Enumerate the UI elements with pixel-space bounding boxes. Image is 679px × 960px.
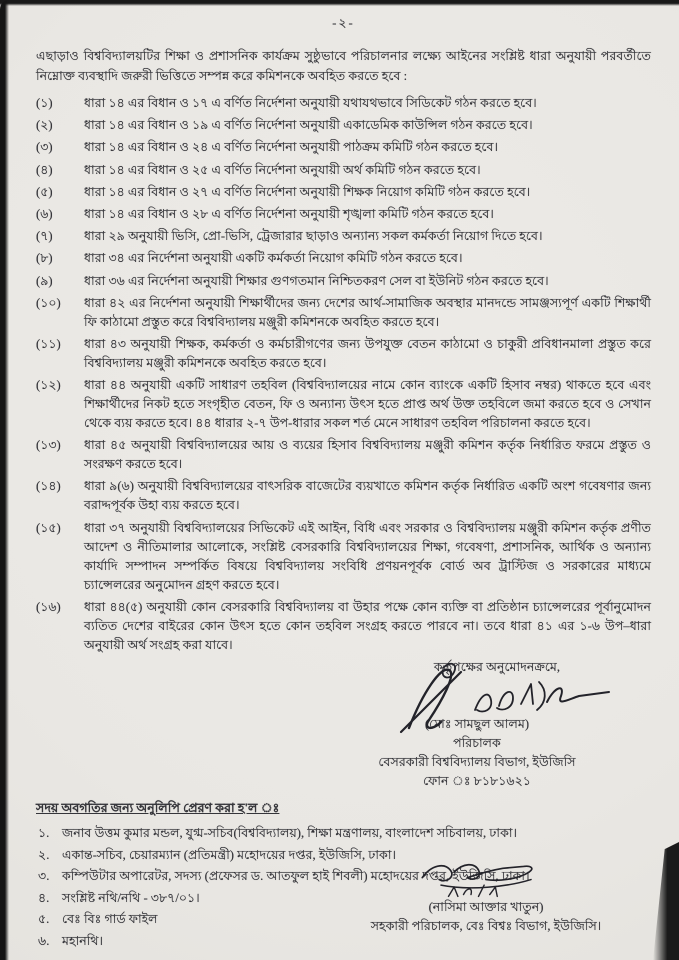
directive-item <box>36 436 651 474</box>
item-number: (১৬) <box>36 599 61 614</box>
assistant-signature <box>411 858 561 902</box>
directive-list <box>36 94 651 655</box>
item-number: (১২) <box>36 378 61 393</box>
item-number: (১) <box>36 96 53 110</box>
item-text: ধারা ৪৪(৫) অনুযায়ী কোন বেসরকারি বিশ্ববিদ্যালয় বা উহার পক্ষে কোন ব্যক্তি বা প্রতিষ্ঠান চ্যান্সেলরের পূর্বানুমোদন ব্যতিত দেশের বাইরের কোন উৎস হতে কোন তহবিল সংগ্রহ করতে পারবে না। তবে ধারা ৪১ এর ১-৬ উপ–ধারা অনুযায়ী অর্থ সংগ্রহ করা যাবে। <box>84 599 651 652</box>
item-text: ধারা ২৯ অনুযায়ী ভিসি, প্রো-ভিসি, ট্রেজারার ছাড়াও অন্যান্য সকল কর্মকর্তা নিয়োগ দিতে হবে। <box>84 229 543 244</box>
item-text: ধারা ১৪ এর বিধান ও ১৭ এ বর্ণিত নির্দেশনা অনুযায়ী যথাযথভাবে সিডিকেট গঠন করতে হবে। <box>84 96 537 110</box>
directive-item <box>36 138 651 157</box>
directive-item <box>36 294 651 332</box>
director-title: পরিচালক <box>453 736 501 750</box>
signature-date-scrawl <box>449 887 458 896</box>
director-name: (মোঃ সামছুল আলম) <box>424 717 530 731</box>
copy-text: জনাব উত্তম কুমার মন্ডল, যুগ্ম-সচিব(বিশ্ববিদ্যালয়), শিক্ষা মন্ত্রণালয়, বাংলাদেশ সচিবালয়, ঢাকা। <box>62 826 518 840</box>
document-body <box>36 14 651 954</box>
directive-item <box>36 161 651 180</box>
copies-header: সদয় অবগতির জন্য অনুলিপি প্রেরণ করা হ'ল ঃ <box>36 801 280 815</box>
copy-item <box>36 824 651 843</box>
directive-item <box>36 519 651 595</box>
item-text: ধারা ১৪ এর বিধান ও ১৯ এ বর্ণিত নির্দেশনা অনুযায়ী একাডেমিক কাউন্সিল গঠন করতে হবে। <box>84 118 533 133</box>
item-text: ধারা ৯(৬) অনুযায়ী বিশ্ববিদ্যালয়ের বাৎসরিক বাজেটের ব্যয়খাতে কমিশন কর্তৃক নির্ধারিত একটি অংশ গবেষণার জন্য বরাদ্দপূর্বক উহা ব্যয় করতে হবে। <box>84 479 651 513</box>
item-number: (২) <box>36 118 53 133</box>
item-text: ধারা ৪৩ অনুযায়ী শিক্ষক, কর্মকর্তা ও কর্মচারীগণের জন্য উপযুক্ত বেতন কাঠামো ও চাকুরী প্রবিধানমালা প্রস্তুত করে বিশ্ববিদ্যালয় মঞ্জুরী কমিশনকে অবহিত করতে হবে। <box>84 336 651 370</box>
assistant-title: সহকারী পরিচালক, বেঃ বিশ্বঃ বিভাগ, ইউজিসি। <box>370 919 602 933</box>
item-number: (৪) <box>36 162 53 177</box>
assistant-name: (নাসিমা আক্তার খাতুন) <box>428 900 544 914</box>
item-text: ধারা ১৪ এর বিধান ও ২৪ এ বর্ণিত নির্দেশনা অনুযায়ী পাঠক্রম কমিটি গঠন করতে হবে। <box>84 140 498 155</box>
item-text: ধারা ৩৬ এর নির্দেশনা অনুযায়ী শিক্ষার গুণগতমান নিশ্চিতকরণ সেল বা ইউনিট গঠন করতে হবে। <box>84 273 549 288</box>
item-text: ধারা ৩৪ এর নির্দেশনা অনুযায়ী একটি কর্মকর্তা নিয়োগ কমিটি গঠন করতে হবে। <box>84 251 463 266</box>
signature-date-scrawl <box>475 695 491 712</box>
directive-item <box>36 183 651 202</box>
item-text: ধারা ১৪ এর বিধান ও ২৫ এ বর্ণিত নির্দেশনা অনুযায়ী অর্থ কমিটি গঠন করতে হবে। <box>84 162 481 177</box>
copy-number: ২. <box>38 847 50 862</box>
director-signature <box>379 658 615 734</box>
director-phone: ফোন ঃ ৮১৮১৬২১ <box>423 774 531 788</box>
directive-item <box>36 376 651 433</box>
copy-text: একান্ত-সচিব, চেয়ারম্যান (প্রতিমন্ত্রী) মহোদয়ের দপ্তর, ইউজিসি, ঢাকা। <box>62 847 397 862</box>
item-text: ধারা ৪৪ অনুযায়ী একটি সাধারণ তহবিল (বিশ্ববিদ্যালয়ের নামে কোন ব্যাংকে একটি হিসাব নম্বর) থাকতে হবে এবং শিক্ষার্থীদের নিকট হতে সংগৃহীত বেতন, ফি ও অন্যান্য উৎস হতে প্রাপ্ত অর্থ উক্ত তহবিলে জমা করতে হবে ও সেখান থেকে ব্যয় করতে হবে। ৪৪ ধারার ২-৭ উপ-ধারার সকল শর্ত মেনে সাধারণ তহবিল পরিচালনা করতে হবে। <box>84 378 651 431</box>
directive-item <box>36 227 651 246</box>
copy-number: ৫. <box>38 912 50 927</box>
item-number: (৫) <box>36 184 53 199</box>
directive-item <box>36 272 651 291</box>
copy-number: ১. <box>38 826 50 840</box>
copy-text: মহানথি। <box>62 933 104 948</box>
item-number: (১৪) <box>36 479 61 494</box>
directive-item <box>36 598 651 655</box>
copy-text: কম্পিউটার অপারেটর, সদস্য (প্রফেসর ড. আতফুল হাই শিবলী) মহোদয়ের দপ্তর, ইউজিসি, ঢাকা। <box>62 869 530 884</box>
directive-item <box>36 205 651 224</box>
scan-edge-top <box>0 0 679 6</box>
directive-item <box>36 335 651 373</box>
item-number: (৯) <box>36 273 53 288</box>
copy-text: সংশ্লিষ্ট নথি/নথি - ৩৮৭/০১। <box>62 890 200 905</box>
item-text: ধারা ৩৭ অনুযায়ী বিশ্ববিদ্যালয়ের সিভিকেট এই আইন, বিধি এবং সরকার ও বিশ্ববিদ্যালয় মঞ্জুরী কমিশন কর্তৃক প্রণীত আদেশ ও নীতিমালার আলোকে, সংশ্লিষ্ট বেসরকারি বিশ্ববিদ্যালয়ের শিক্ষা, গবেষণা, প্রশাসনিক, আর্থিক ও অন্যান্য কার্যাদি সম্পাদন সম্পর্কিত বিষয়ে বিশ্ববিদ্যালয় সংবিধি প্রণয়নপূর্বক বোর্ড অব ট্রাস্টিজ ও সরকারের মাধ্যমে চ্যান্সেলরের অনুমোদন গ্রহণ করতে হবে। <box>84 520 651 592</box>
item-text: ধারা ১৪ এর বিধান ও ২৮ এ বর্ণিত নির্দেশনা অনুযায়ী শৃঙ্খলা কমিটি গঠন করতে হবে। <box>84 206 494 221</box>
copy-text: বেঃ বিঃ গার্ড ফাইল <box>62 912 158 927</box>
item-text: ধারা ৪২ এর নির্দেশনা অনুযায়ী শিক্ষার্থীদের জন্য দেশের আর্থ-সামাজিক অবস্থার মানদন্ডে সামঞ্জস্যপূর্ণ একটি শিক্ষার্থী ফি কাঠামো প্রস্তুত করে বিশ্ববিদ্যালয় মঞ্জুরী কমিশনকে অবহিত করতে হবে। <box>84 295 651 329</box>
copy-number: ৪. <box>38 890 50 905</box>
item-number: (১৩) <box>36 438 61 453</box>
copy-number: ৬. <box>38 933 50 948</box>
assistant-director-block <box>336 858 636 936</box>
item-number: (৮) <box>36 251 53 266</box>
directive-item <box>36 249 651 268</box>
scan-edge-left <box>0 0 9 960</box>
item-text: ধারা ৪৫ অনুযায়ী বিশ্ববিদ্যালয়ের আয় ও ব্যয়ের হিসাব বিশ্ববিদ্যালয় মঞ্জুরী কমিশন কর্তৃক নির্ধারিত ফরমে প্রস্তুত ও সংরক্ষণ করতে হবে। <box>84 438 651 472</box>
scan-edge-bottom-right <box>653 842 679 960</box>
item-number: (১১) <box>36 336 61 351</box>
copy-number: ৩. <box>38 869 50 884</box>
approval-block <box>327 658 627 791</box>
item-number: (১০) <box>36 295 61 310</box>
directive-item <box>36 477 651 515</box>
directive-item <box>36 116 651 135</box>
intro-paragraph: এছাড়াও বিশ্ববিদ্যালয়টির শিক্ষা ও প্রশাসনিক কার্যক্রম সুষ্ঠুভাবে পরিচালনার লক্ষ্যে আইনের সংশ্লিষ্ট ধারা অনুযায়ী পরবর্তীতে নিম্নোক্ত ব্যবস্থাদি জরুরী ভিত্তিতে সম্পন্ন করে কমিশনকে অবহিত করতে হবে : <box>36 49 651 83</box>
item-number: (৭) <box>36 229 53 244</box>
page-number: -২- <box>332 16 355 30</box>
item-number: (৩) <box>36 140 53 155</box>
item-number: (১৫) <box>36 520 61 535</box>
item-number: (৬) <box>36 206 53 221</box>
item-text: ধারা ১৪ এর বিধান ও ২৭ এ বর্ণিত নির্দেশনা অনুযায়ী শিক্ষক নিয়োগ কমিটি গঠন করতে হবে। <box>84 184 531 199</box>
approval-note: কর্তৃপক্ষের অনুমোদনক্রমে, <box>433 660 561 674</box>
directive-item <box>36 94 651 113</box>
director-dept: বেসরকারী বিশ্ববিদ্যালয় বিভাগ, ইউজিসি <box>378 755 576 769</box>
